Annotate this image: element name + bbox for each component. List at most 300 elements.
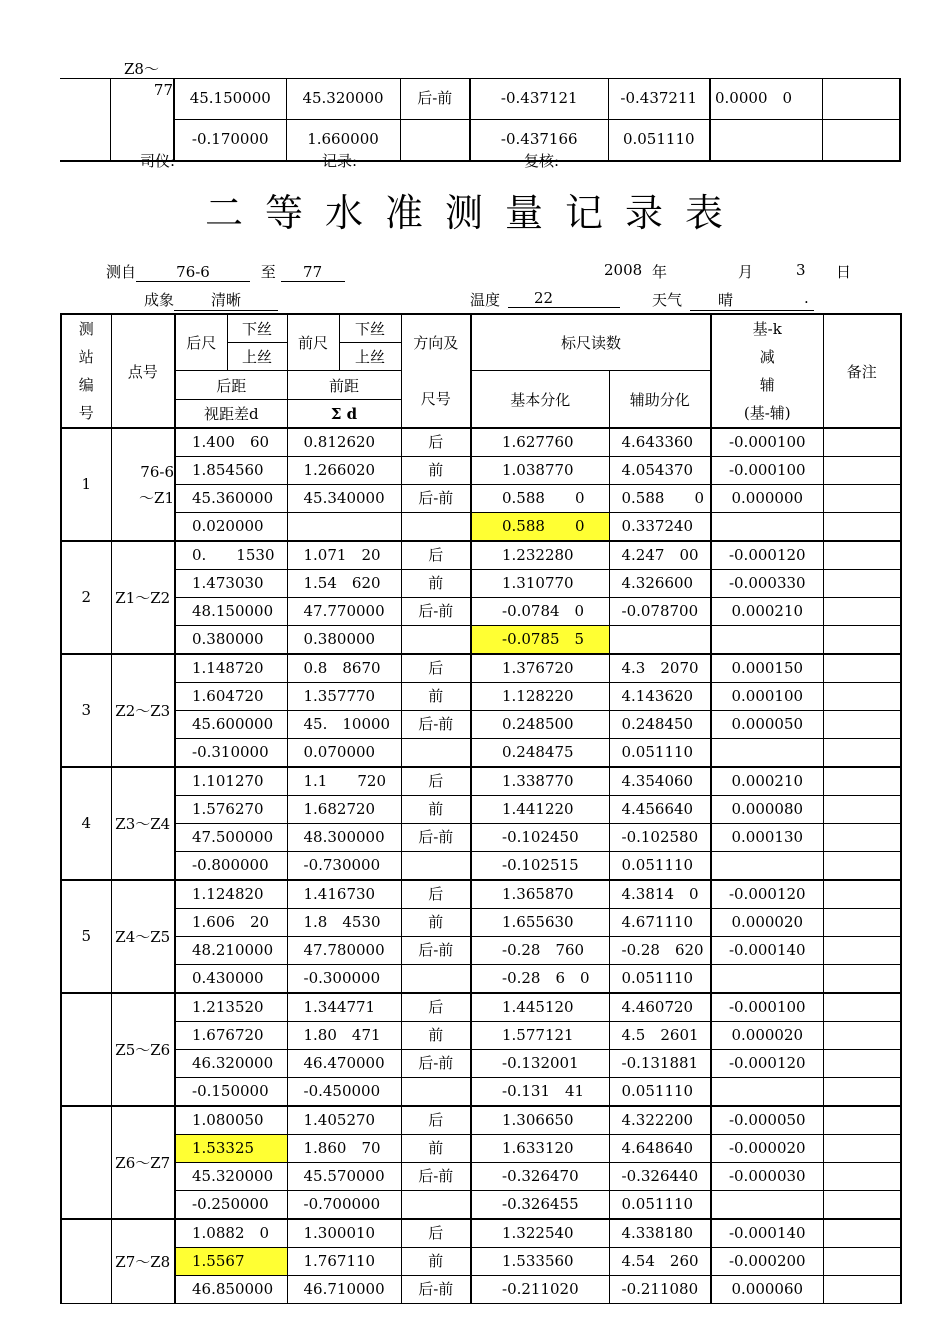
data-cell: 后 (401, 993, 471, 1022)
data-cell: 1.576270 (175, 796, 287, 824)
table-row (61, 1050, 901, 1078)
temp-label: 温度 (470, 291, 501, 309)
top-cell: -0.170000 (174, 119, 286, 161)
data-cell: 4.671110 (609, 909, 711, 937)
data-cell: 后 (401, 541, 471, 570)
top-cell: -0.437166 (470, 119, 608, 161)
data-cell: 后-前 (401, 1276, 471, 1304)
top-cell: 45.320000 (286, 79, 400, 120)
hdr-back-dist: 后距 (175, 371, 287, 400)
data-cell: 45.360000 (175, 485, 287, 513)
table-row (61, 1135, 901, 1163)
table-row (61, 428, 901, 457)
data-cell: 1.310770 (471, 570, 609, 598)
data-cell: 4.054370 (609, 457, 711, 485)
data-cell: 前 (401, 1248, 471, 1276)
data-cell: -0.326470 (471, 1163, 609, 1191)
data-cell: 1.8 4530 (287, 909, 401, 937)
data-cell: 前 (401, 1135, 471, 1163)
data-cell: 0. 1530 (175, 541, 287, 570)
data-cell: 0.000210 (711, 767, 823, 796)
data-cell: -0.102515 (471, 852, 609, 881)
table-row (61, 626, 901, 655)
data-cell: 4.247 00 (609, 541, 711, 570)
data-cell: -0.000140 (711, 937, 823, 965)
data-cell: 46.470000 (287, 1050, 401, 1078)
station-no-cell (61, 993, 111, 1106)
main-table (60, 313, 902, 1304)
data-cell: 46.710000 (287, 1276, 401, 1304)
data-cell: 4.3 2070 (609, 654, 711, 683)
data-cell (711, 739, 823, 768)
data-cell: 1.1 720 (287, 767, 401, 796)
day-label: 日 (836, 263, 852, 281)
image-label: 成象 (144, 291, 175, 309)
page-title: 二等水准测量记录表 (204, 191, 745, 235)
table-row (61, 937, 901, 965)
data-cell: 后-前 (401, 1163, 471, 1191)
data-cell: -0.078700 (609, 598, 711, 626)
table-row (61, 1276, 901, 1304)
data-cell: 1.767110 (287, 1248, 401, 1276)
top-cell: 0.0000 0 (710, 79, 822, 120)
data-cell: -0.000330 (711, 570, 823, 598)
station-no-cell (61, 1219, 111, 1304)
remark-cell (823, 824, 901, 852)
sig-instrument: 司仪: (140, 152, 176, 170)
table-row (61, 513, 901, 542)
table-row (61, 1191, 901, 1220)
data-cell: 48.300000 (287, 824, 401, 852)
table-row (61, 485, 901, 513)
table-row (61, 541, 901, 570)
data-cell (711, 1191, 823, 1220)
top-block (60, 78, 901, 162)
remark-cell (823, 1191, 901, 1220)
top-point-line1: Z8～ (124, 60, 159, 78)
data-cell: 0.430000 (175, 965, 287, 994)
hdr-basic: 基本分化 (471, 371, 609, 429)
data-cell: 4.460720 (609, 993, 711, 1022)
top-cell: 0.051110 (608, 119, 710, 161)
data-cell: 1.445120 (471, 993, 609, 1022)
station-no-cell: 4 (61, 767, 111, 880)
data-cell: -0.300000 (287, 965, 401, 994)
data-cell: 后 (401, 428, 471, 457)
data-cell: -0.000100 (711, 457, 823, 485)
data-cell: 0.000020 (711, 909, 823, 937)
data-cell: 后 (401, 1219, 471, 1248)
hdr-k-diff: 基-k 减 辅 (基-辅) (711, 314, 823, 428)
data-cell: 48.210000 (175, 937, 287, 965)
data-cell: 1.53325 (175, 1135, 287, 1163)
data-cell: 46.850000 (175, 1276, 287, 1304)
data-cell: -0.000200 (711, 1248, 823, 1276)
data-cell (711, 626, 823, 655)
data-cell (401, 965, 471, 994)
data-cell: 4.354060 (609, 767, 711, 796)
data-cell (711, 1078, 823, 1107)
data-cell: 0.588 0 (471, 513, 609, 542)
data-cell: 0.000100 (711, 683, 823, 711)
remark-cell (823, 1050, 901, 1078)
data-cell: 前 (401, 909, 471, 937)
data-cell: 1.128220 (471, 683, 609, 711)
data-cell: 1.266020 (287, 457, 401, 485)
data-cell: 1.0882 0 (175, 1219, 287, 1248)
station-no-cell: 5 (61, 880, 111, 993)
table-row (61, 1163, 901, 1191)
data-cell: 45.570000 (287, 1163, 401, 1191)
data-cell: 1.306650 (471, 1106, 609, 1135)
remark-cell (823, 739, 901, 768)
remark-cell (823, 1276, 901, 1304)
hdr-staff-no: 尺号 (401, 371, 471, 429)
data-cell: 4.143620 (609, 683, 711, 711)
data-cell: 前 (401, 457, 471, 485)
data-cell: -0.102580 (609, 824, 711, 852)
data-cell: 1.124820 (175, 880, 287, 909)
remark-cell (823, 852, 901, 881)
data-cell: 后 (401, 767, 471, 796)
data-cell: 4.5 2601 (609, 1022, 711, 1050)
hdr-point-no: 点号 (111, 314, 175, 428)
remark-cell (823, 711, 901, 739)
table-row (61, 739, 901, 768)
data-cell: 0.248500 (471, 711, 609, 739)
day-value: 3 (796, 261, 806, 279)
data-cell: 0.812620 (287, 428, 401, 457)
data-cell: 45. 10000 (287, 711, 401, 739)
table-row (61, 654, 901, 683)
top-cell: -0.437121 (470, 79, 608, 120)
point-no-cell: Z3～Z4 (111, 767, 175, 880)
data-cell: -0.450000 (287, 1078, 401, 1107)
data-cell: 0.337240 (609, 513, 711, 542)
top-cell: -0.437211 (608, 79, 710, 120)
remark-cell (823, 683, 901, 711)
data-cell: 后 (401, 880, 471, 909)
remark-cell (823, 513, 901, 542)
data-cell: 1.676720 (175, 1022, 287, 1050)
data-cell: 1.533560 (471, 1248, 609, 1276)
data-cell (401, 513, 471, 542)
remark-cell (823, 570, 901, 598)
data-cell: -0.000120 (711, 880, 823, 909)
table-row (61, 852, 901, 881)
data-cell: 1.5567 (175, 1248, 287, 1276)
remark-cell (823, 1248, 901, 1276)
data-cell: 4.54 260 (609, 1248, 711, 1276)
remark-cell (823, 626, 901, 655)
data-cell (609, 626, 711, 655)
data-cell: -0.700000 (287, 1191, 401, 1220)
top-point-cell (110, 79, 174, 162)
data-cell: 前 (401, 796, 471, 824)
data-cell: 1.071 20 (287, 541, 401, 570)
data-cell: 0.000150 (711, 654, 823, 683)
table-row (61, 767, 901, 796)
data-cell: -0.211020 (471, 1276, 609, 1304)
table-row (61, 965, 901, 994)
data-cell (401, 1191, 471, 1220)
data-cell: -0.150000 (175, 1078, 287, 1107)
meta-line-2 (144, 289, 844, 311)
data-cell: 1.400 60 (175, 428, 287, 457)
data-cell: -0.211080 (609, 1276, 711, 1304)
top-cell: 45.150000 (174, 79, 286, 120)
data-cell: 1.682720 (287, 796, 401, 824)
to-label: 至 (260, 263, 276, 281)
data-cell: 1.473030 (175, 570, 287, 598)
table-row (61, 570, 901, 598)
data-cell (401, 626, 471, 655)
data-cell: -0.131 41 (471, 1078, 609, 1107)
weather-label: 天气 (652, 291, 683, 309)
data-cell: 1.441220 (471, 796, 609, 824)
data-cell: 1.655630 (471, 909, 609, 937)
table-row (61, 1106, 901, 1135)
data-cell: 46.320000 (175, 1050, 287, 1078)
data-cell: -0.250000 (175, 1191, 287, 1220)
data-cell: 1.232280 (471, 541, 609, 570)
top-remark-cell (822, 79, 900, 120)
image-value: 清晰 (174, 289, 278, 311)
table-row (61, 909, 901, 937)
point-no-cell: Z2～Z3 (111, 654, 175, 767)
data-cell: 1.80 471 (287, 1022, 401, 1050)
hdr-front-dist: 前距 (287, 371, 401, 400)
data-cell: -0.326440 (609, 1163, 711, 1191)
data-cell: 0.588 0 (471, 485, 609, 513)
data-cell: 0.051110 (609, 965, 711, 994)
table-row (61, 598, 901, 626)
data-cell: 47.500000 (175, 824, 287, 852)
table-row (61, 711, 901, 739)
data-cell: 1.213520 (175, 993, 287, 1022)
data-cell: 1.338770 (471, 767, 609, 796)
data-cell: 0.380000 (175, 626, 287, 655)
data-cell: -0.0785 5 (471, 626, 609, 655)
meta-line-1 (106, 261, 866, 282)
data-cell: 1.627760 (471, 428, 609, 457)
data-cell: 0.000210 (711, 598, 823, 626)
remark-cell (823, 993, 901, 1022)
data-cell: -0.310000 (175, 739, 287, 768)
data-cell: 4.648640 (609, 1135, 711, 1163)
top-cell (400, 119, 470, 161)
data-cell: 前 (401, 570, 471, 598)
data-cell: 前 (401, 683, 471, 711)
data-cell: 45.320000 (175, 1163, 287, 1191)
station-no-cell: 1 (61, 428, 111, 541)
hdr-lower-wire-2: 下丝 (339, 314, 401, 343)
from-value: 76-6 (136, 263, 250, 282)
data-cell: 0.248450 (609, 711, 711, 739)
point-no-cell: Z6～Z7 (111, 1106, 175, 1219)
table-row (61, 880, 901, 909)
data-cell: -0.132001 (471, 1050, 609, 1078)
top-remark-cell (822, 119, 900, 161)
data-cell: -0.28 6 0 (471, 965, 609, 994)
year-value: 2008 (604, 261, 643, 279)
data-cell: -0.000020 (711, 1135, 823, 1163)
point-no-cell: Z7～Z8 (111, 1219, 175, 1304)
data-cell: 0.000130 (711, 824, 823, 852)
hdr-sum-d: Σ d (287, 400, 401, 429)
data-cell: -0.131881 (609, 1050, 711, 1078)
data-cell: 4.338180 (609, 1219, 711, 1248)
main-table-wrap (60, 313, 902, 1304)
remark-cell (823, 937, 901, 965)
data-cell: -0.000120 (711, 1050, 823, 1078)
point-no-cell: Z1～Z2 (111, 541, 175, 654)
table-row (61, 683, 901, 711)
data-cell: -0.730000 (287, 852, 401, 881)
data-cell: -0.000140 (711, 1219, 823, 1248)
top-station-cell (60, 79, 110, 162)
data-cell: -0.102450 (471, 824, 609, 852)
top-cell: 后-前 (400, 79, 470, 120)
data-cell: 后-前 (401, 485, 471, 513)
data-cell: 后-前 (401, 711, 471, 739)
data-cell: 45.340000 (287, 485, 401, 513)
data-cell: 1.54 620 (287, 570, 401, 598)
data-cell: 后 (401, 654, 471, 683)
data-cell: 后-前 (401, 598, 471, 626)
data-cell: 0.000050 (711, 711, 823, 739)
data-cell: 4.3814 0 (609, 880, 711, 909)
remark-cell (823, 1106, 901, 1135)
table-row (61, 993, 901, 1022)
table-row (61, 796, 901, 824)
data-cell: 1.148720 (175, 654, 287, 683)
data-cell: 0.051110 (609, 1191, 711, 1220)
data-cell: 1.416730 (287, 880, 401, 909)
data-cell: 前 (401, 1022, 471, 1050)
remark-cell (823, 457, 901, 485)
data-cell: 0.051110 (609, 1078, 711, 1107)
hdr-station-no: 测 站 编 号 (61, 314, 111, 428)
remark-cell (823, 1163, 901, 1191)
hdr-remark: 备注 (823, 314, 901, 428)
data-cell: 0.380000 (287, 626, 401, 655)
data-cell: 1.101270 (175, 767, 287, 796)
remark-cell (823, 428, 901, 457)
top-point-line2: 77 (153, 81, 173, 99)
data-cell (711, 965, 823, 994)
data-cell: 4.456640 (609, 796, 711, 824)
top-cell (710, 119, 822, 161)
month-label: 月 (738, 263, 754, 281)
data-cell: 1.604720 (175, 683, 287, 711)
hdr-staff-reading: 标尺读数 (471, 314, 711, 371)
table-row (61, 1248, 901, 1276)
data-cell: 0.000080 (711, 796, 823, 824)
point-no-cell: Z5～Z6 (111, 993, 175, 1106)
data-cell: 0.070000 (287, 739, 401, 768)
data-cell (287, 513, 401, 542)
hdr-aux: 辅助分化 (609, 371, 711, 429)
data-cell: 1.633120 (471, 1135, 609, 1163)
data-cell: -0.000030 (711, 1163, 823, 1191)
remark-cell (823, 1135, 901, 1163)
data-cell: 48.150000 (175, 598, 287, 626)
data-cell: -0.000120 (711, 541, 823, 570)
data-cell: 4.322200 (609, 1106, 711, 1135)
data-cell: 0.020000 (175, 513, 287, 542)
hdr-lower-wire: 下丝 (227, 314, 287, 343)
temp-value: 22 (508, 289, 620, 308)
table-row (61, 1078, 901, 1107)
data-cell: 0.051110 (609, 852, 711, 881)
remark-cell (823, 598, 901, 626)
data-cell: 47.770000 (287, 598, 401, 626)
data-cell: 1.080050 (175, 1106, 287, 1135)
hdr-front-staff: 前尺 (287, 314, 339, 371)
remark-cell (823, 965, 901, 994)
data-cell: -0.000100 (711, 428, 823, 457)
remark-cell (823, 1078, 901, 1107)
point-no-cell: Z4～Z5 (111, 880, 175, 993)
data-cell: 47.780000 (287, 937, 401, 965)
data-cell (401, 739, 471, 768)
data-cell: 4.326600 (609, 570, 711, 598)
data-cell (401, 1078, 471, 1107)
data-cell: 1.405270 (287, 1106, 401, 1135)
remark-cell (823, 485, 901, 513)
from-label: 测自 (106, 263, 137, 281)
to-value: 77 (281, 263, 345, 282)
remark-cell (823, 541, 901, 570)
data-cell: 1.577121 (471, 1022, 609, 1050)
hdr-sight-diff: 视距差d (175, 400, 287, 429)
data-cell: 0.8 8670 (287, 654, 401, 683)
year-label: 年 (652, 263, 668, 281)
data-cell: 1.038770 (471, 457, 609, 485)
table-row (61, 1219, 901, 1248)
data-cell: 后 (401, 1106, 471, 1135)
remark-cell (823, 1219, 901, 1248)
data-cell: -0.000050 (711, 1106, 823, 1135)
remark-cell (823, 654, 901, 683)
data-cell: 4.643360 (609, 428, 711, 457)
data-cell: -0.28 760 (471, 937, 609, 965)
hdr-upper-wire-2: 上丝 (339, 343, 401, 371)
data-cell: 1.322540 (471, 1219, 609, 1248)
remark-cell (823, 767, 901, 796)
data-cell: -0.28 620 (609, 937, 711, 965)
data-cell: 1.300010 (287, 1219, 401, 1248)
data-cell: 后-前 (401, 1050, 471, 1078)
sig-record: 记录: (322, 152, 358, 170)
data-cell: 0.000000 (711, 485, 823, 513)
data-cell: -0.0784 0 (471, 598, 609, 626)
table-row (61, 1022, 901, 1050)
data-cell: 0.051110 (609, 739, 711, 768)
remark-cell (823, 880, 901, 909)
point-no-cell: 76-6 ～Z1 (111, 428, 175, 541)
sig-review: 复核: (524, 152, 560, 170)
data-cell: -0.000100 (711, 993, 823, 1022)
data-cell (711, 852, 823, 881)
data-cell: -0.800000 (175, 852, 287, 881)
hdr-back-staff: 后尺 (175, 314, 227, 371)
top-cell: 1.660000 (286, 119, 400, 161)
remark-cell (823, 1022, 901, 1050)
data-cell: 1.376720 (471, 654, 609, 683)
weather-value: 晴 (690, 289, 814, 311)
